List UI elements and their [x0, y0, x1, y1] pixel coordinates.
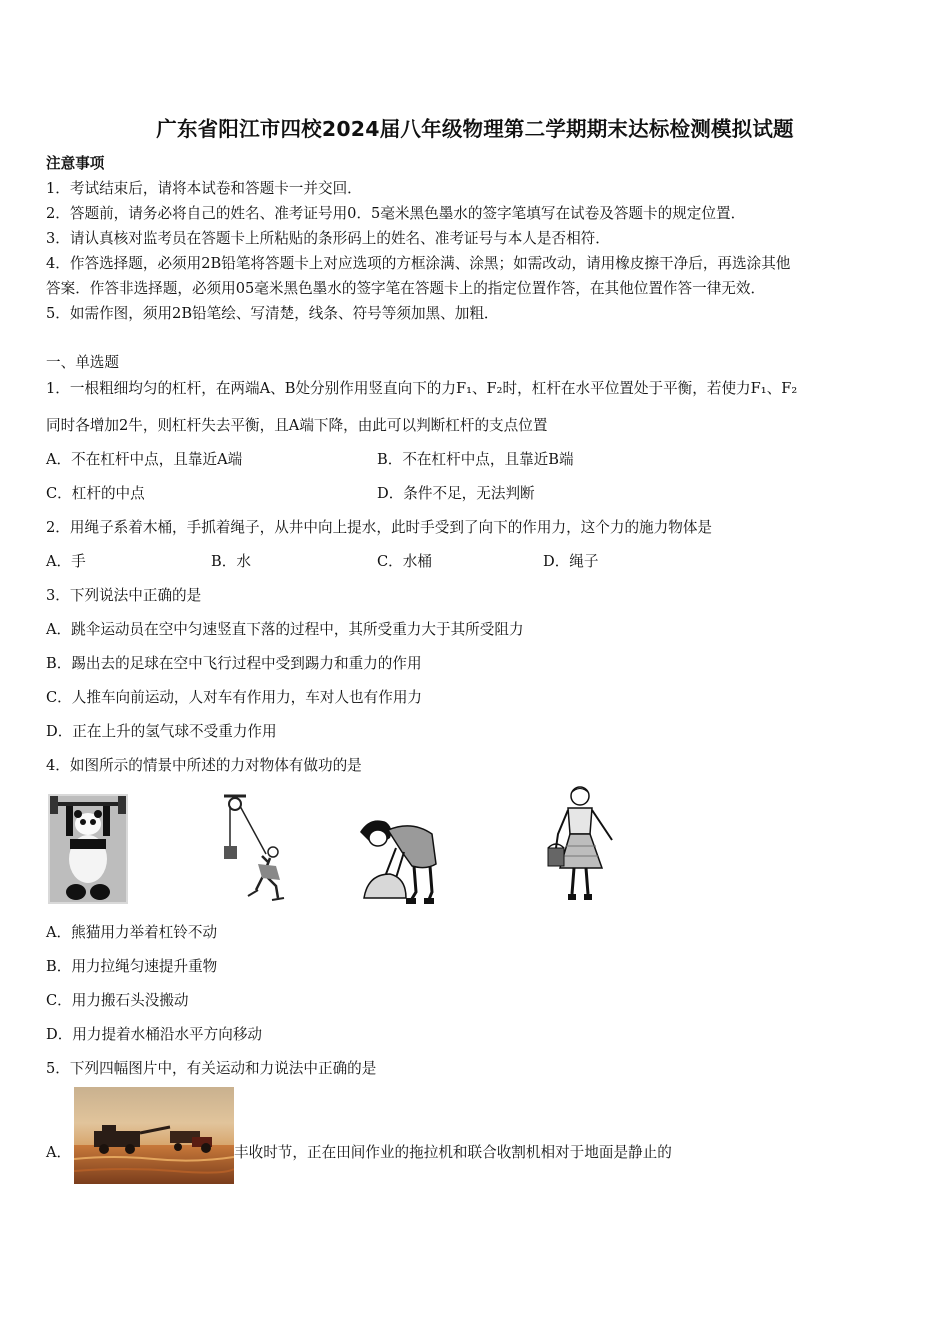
- question-1-line-2: 同时各增加2牛，则杠杆失去平衡，且A端下降，由此可以判断杠杆的支点位置: [46, 417, 548, 434]
- q5-option-a-text: 丰收时节，正在田间作业的拖拉机和联合收割机相对于地面是静止的: [234, 1144, 672, 1161]
- q3-option-a: A．跳伞运动员在空中匀速竖直下落的过程中，其所受重力大于其所受阻力: [46, 621, 524, 638]
- bucket-carrying-figure: [540, 784, 618, 906]
- q3-option-b: B．踢出去的足球在空中飞行过程中受到踢力和重力的作用: [46, 655, 422, 672]
- question-5-stem: 5．下列四幅图片中，有关运动和力说法中正确的是: [46, 1060, 377, 1077]
- q1-option-c: C．杠杆的中点: [46, 485, 145, 502]
- question-1-line-1: 1．一根粗细均匀的杠杆，在两端A、B处分别作用竖直向下的力F₁、F₂时，杠杆在水平位置处于平衡，若使力F₁、F₂: [46, 380, 798, 397]
- notice-item: 3．请认真核对监考员在答题卡上所粘贴的条形码上的姓名、准考证号与本人是否相符．: [46, 230, 610, 247]
- panda-barbell-figure: [48, 794, 128, 904]
- question-3-stem: 3．下列说法中正确的是: [46, 587, 202, 604]
- q3-option-c: C．人推车向前运动，人对车有作用力，车对人也有作用力: [46, 689, 423, 706]
- q1-option-d: D．条件不足，无法判断: [377, 485, 535, 502]
- harvest-photo: [74, 1087, 234, 1184]
- section-heading: 一、单选题: [46, 354, 119, 371]
- page-title: 广东省阳江市四校2024届八年级物理第二学期期末达标检测模拟试题: [156, 117, 794, 141]
- q4-option-d: D．用力提着水桶沿水平方向移动: [46, 1026, 263, 1043]
- rope-pulley-figure: [218, 794, 290, 906]
- rock-moving-figure: [356, 812, 446, 906]
- q2-option-b: B．水: [211, 553, 251, 570]
- notice-item: 2．答题前，请务必将自己的姓名、准考证号用0．5毫米黑色墨水的签字笔填写在试卷及答题卡的规定位置．: [46, 205, 746, 222]
- q2-option-c: C．水桶: [377, 553, 432, 570]
- q2-option-a: A．手: [46, 553, 86, 570]
- notice-item: 5．如需作图，须用2B铅笔绘、写清楚，线条、符号等须加黑、加粗．: [46, 305, 499, 322]
- q4-option-c: C．用力搬石头没搬动: [46, 992, 189, 1009]
- question-2-stem: 2．用绳子系着木桶，手抓着绳子，从井中向上提水，此时手受到了向下的作用力，这个力的施力物体是: [46, 519, 713, 536]
- q4-option-a: A．熊猫用力举着杠铃不动: [46, 924, 218, 941]
- notice-heading: 注意事项: [46, 155, 105, 172]
- q1-option-a: A．不在杠杆中点，且靠近A端: [46, 451, 243, 468]
- notice-item: 答案．作答非选择题，必须用05毫米黑色墨水的签字笔在答题卡上的指定位置作答，在其他位置作答一律无效．: [46, 280, 766, 297]
- notice-item: 1．考试结束后，请将本试卷和答题卡一并交回．: [46, 180, 362, 197]
- notice-item: 4．作答选择题，必须用2B铅笔将答题卡上对应选项的方框涂满、涂黑；如需改动，请用橡皮擦干净后，再选涂其他: [46, 255, 791, 272]
- q1-option-b: B．不在杠杆中点，且靠近B端: [377, 451, 574, 468]
- q2-option-d: D．绳子: [543, 553, 599, 570]
- question-4-stem: 4．如图所示的情景中所述的力对物体有做功的是: [46, 757, 362, 774]
- q3-option-d: D．正在上升的氢气球不受重力作用: [46, 723, 277, 740]
- q5-option-a-label: A．: [46, 1144, 72, 1161]
- q4-option-b: B．用力拉绳匀速提升重物: [46, 958, 218, 975]
